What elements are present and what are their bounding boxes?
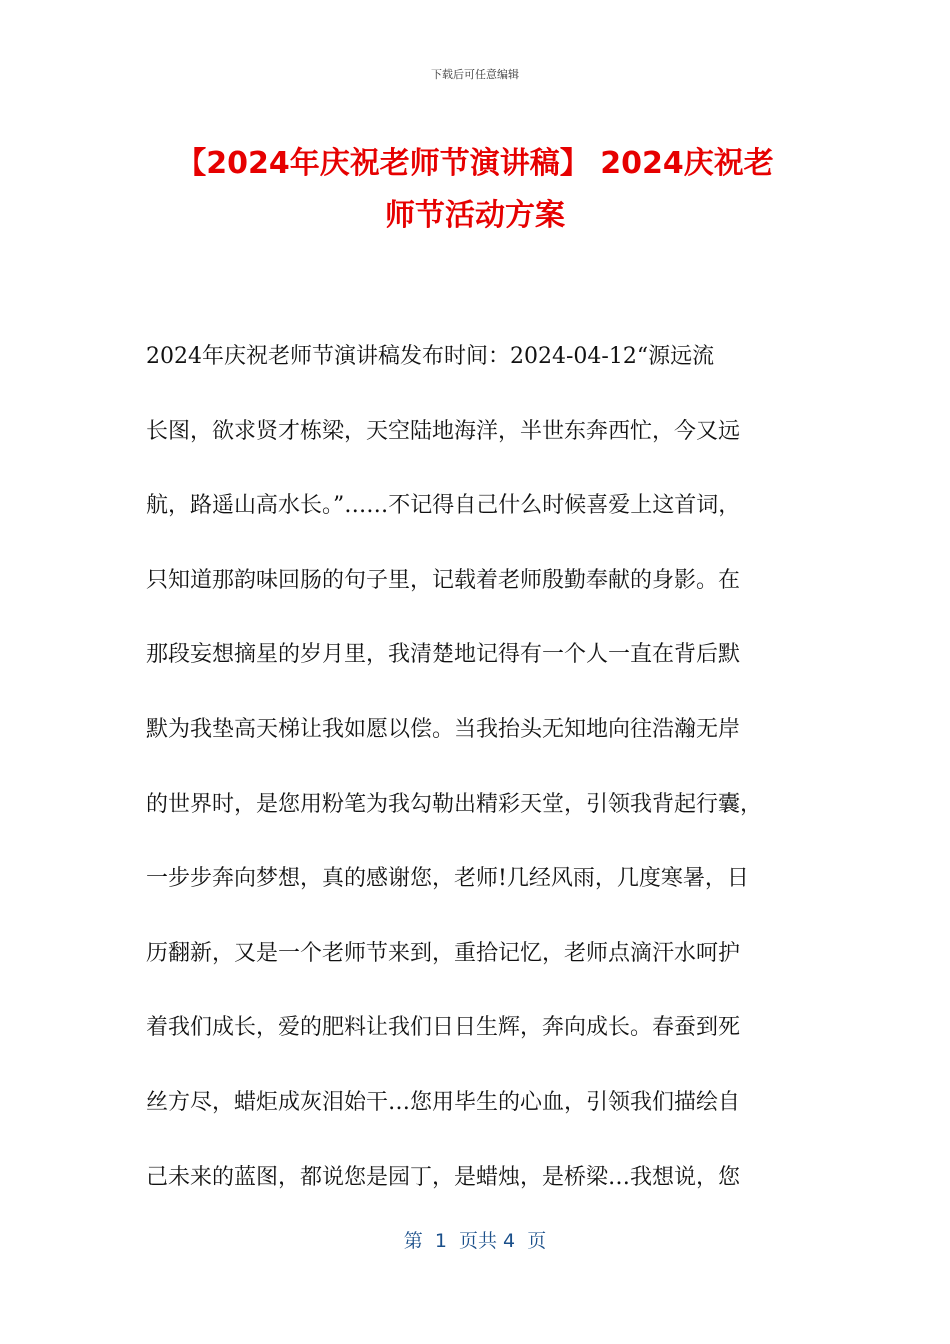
body-line: 只知道那韵味回肠的句子里，记载着老师殷勤奉献的身影。在 [146, 567, 741, 593]
body-line: 2024年庆祝老师节演讲稿发布时间：2024-04-12“源远流 [146, 344, 715, 369]
body-line: 的世界时，是您用粉笔为我勾勒出精彩天堂，引领我背起行囊， [146, 791, 763, 817]
body-line: 丝方尽，蜡炬成灰泪始干…您用毕生的心血，引领我们描绘自 [146, 1089, 741, 1115]
header-note: 下载后可任意编辑 [431, 68, 519, 81]
body-line: 长图，欲求贤才栋梁，天空陆地海洋，半世东奔西忙，今又远 [146, 418, 741, 444]
body-text [146, 320, 806, 1215]
page-number-footer: 第 1 页共 4 页 [403, 1230, 547, 1252]
title-line-2: 师节活动方案 [385, 198, 565, 233]
body-line: 默为我垫高天梯让我如愿以偿。当我抬头无知地向往浩瀚无岸 [146, 716, 741, 742]
body-line: 那段妄想摘星的岁月里，我清楚地记得有一个人一直在背后默 [146, 642, 741, 668]
body-line: 己未来的蓝图，都说您是园丁，是蜡烛，是桥梁…我想说，您 [146, 1164, 741, 1190]
body-line: 历翻新，又是一个老师节来到，重拾记忆，老师点滴汗水呵护 [146, 940, 741, 966]
body-line: 一步步奔向梦想，真的感谢您，老师!几经风雨，几度寒暑，日 [146, 866, 749, 892]
body-line: 航，路遥山高水长。”……不记得自己什么时候喜爱上这首词， [146, 493, 741, 519]
title-line-1: 【2024年庆祝老师节演讲稿】 2024庆祝老 [176, 146, 774, 181]
body-line: 着我们成长，爱的肥料让我们日日生辉，奔向成长。春蚕到死 [146, 1015, 741, 1041]
document-title [140, 138, 810, 242]
